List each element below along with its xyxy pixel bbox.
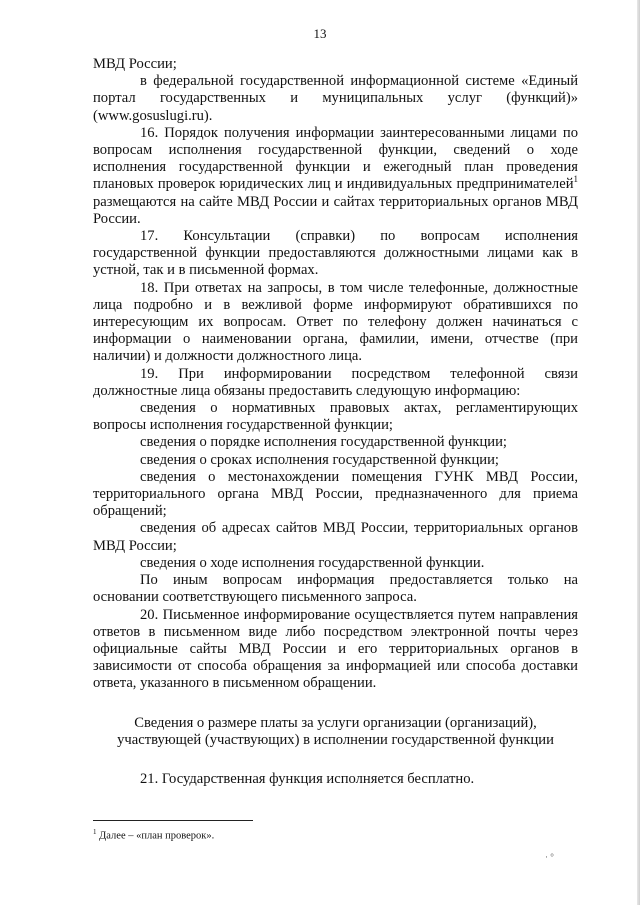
- paragraph: МВД России;: [93, 56, 177, 72]
- paragraph-18: 18. При ответах на запросы, в том числе телефонные, должностные лица подробно и в вежливой форме информируют обратившихся по интересующим их вопросам. Ответ по телефону должен начинаться с информации о наименовании органа, фамилии, имени, отчестве (при наличии) и должности должностного лица.: [93, 279, 578, 365]
- paragraph-19: 19. При информировании посредством телефонной связи должностные лица обязаны предоставить следующую информацию:: [93, 365, 578, 399]
- footnote-reference[interactable]: 1: [573, 174, 578, 185]
- list-item: сведения о сроках исполнения государственной функции;: [140, 451, 499, 468]
- paragraph-16: [93, 125, 578, 228]
- list-item: сведения о порядке исполнения государственной функции;: [140, 434, 507, 451]
- paragraph-21: 21. Государственная функция исполняется бесплатно.: [140, 770, 475, 787]
- scan-mark: · °: [545, 852, 554, 862]
- footnote-text: Далее – «план проверок».: [96, 830, 215, 842]
- list-item: сведения о местонахождении помещения ГУНК МВД России, территориального органа МВД России, предназначенного для приема обращений;: [93, 468, 578, 520]
- footnote-mark: 1: [93, 828, 97, 836]
- paragraph: в федеральной государственной информационной системе «Единый портал государственных и муниципальных услуг (функций)» (www.gosuslugi.ru).: [93, 73, 578, 124]
- list-item: сведения о ходе исполнения государственной функции.: [140, 554, 485, 571]
- list-item: сведения об адресах сайтов МВД России, территориальных органов МВД России;: [93, 520, 578, 554]
- paragraph-20: 20. Письменное информирование осуществляется путем направления ответов в письменном виде либо посредством электронной почты через официальные сайты МВД России и его территориальных органов в зависимости от способа обращения за информацией или способа доставки ответа, указанного в письменном обращении.: [93, 606, 578, 692]
- list-item: сведения о нормативных правовых актах, регламентирующих вопросы исполнения государственной функции;: [93, 400, 578, 434]
- paragraph-17: 17. Консультации (справки) по вопросам исполнения государственной функции предоставляются должностными лицами как в устной, так и в письменной формах.: [93, 228, 578, 279]
- footnote-divider: [93, 820, 253, 821]
- paragraph-text: 16. Порядок получения информации заинтересованными лицами по вопросам исполнения государственной функции, сведений о ходе исполнения государственной функции и ежегодный план проведения плановых проверок юридических лиц и индивидуальных предпринимателей: [93, 124, 578, 193]
- page-number: 13: [313, 26, 327, 41]
- paragraph-text: размещаются на сайте МВД России и сайтах территориальных органов МВД России.: [93, 193, 578, 227]
- section-heading: Сведения о размере платы за услуги организации (организаций), участвующей (участвующих) в исполнении государственной функции: [117, 714, 554, 748]
- footnote: [93, 828, 214, 842]
- document-body: [93, 56, 578, 788]
- paragraph: По иным вопросам информация предоставляется только на основании соответствующего письменного запроса.: [93, 572, 578, 606]
